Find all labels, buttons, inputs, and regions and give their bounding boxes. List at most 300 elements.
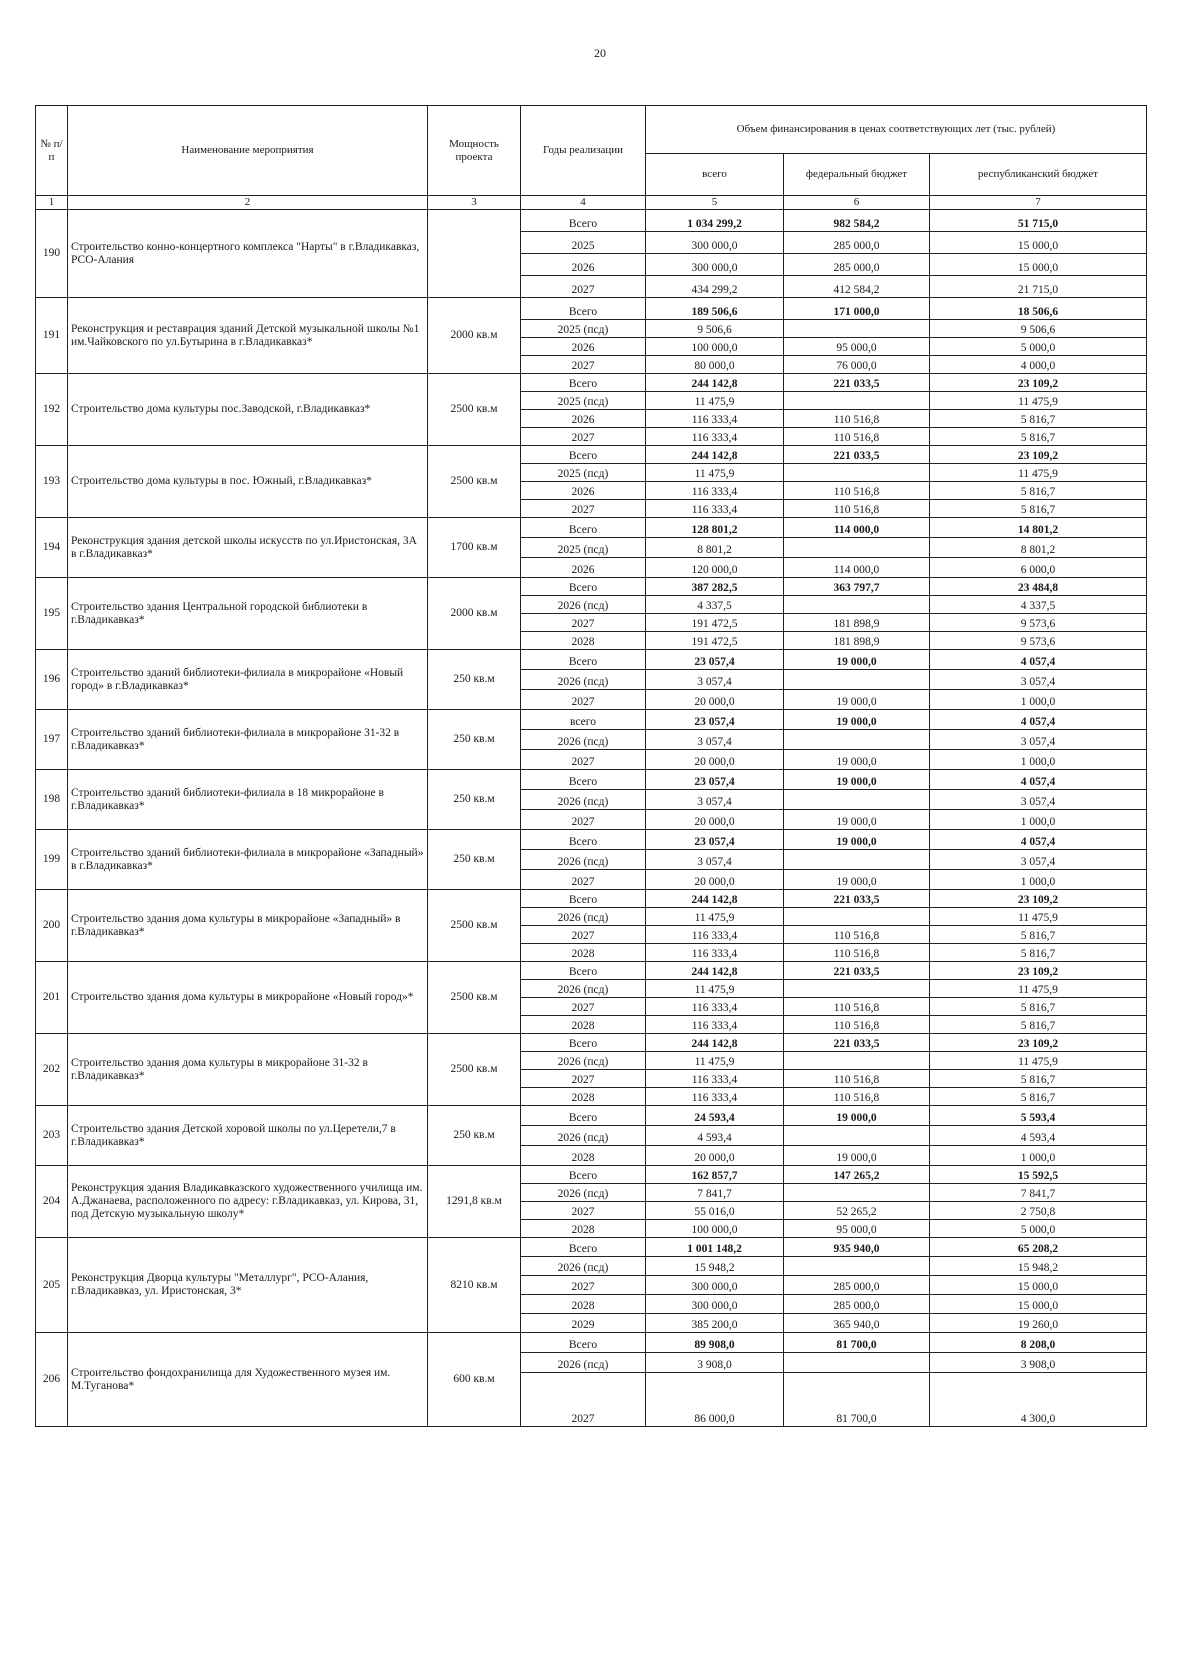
total-cell: 100 000,0 [646, 338, 784, 356]
year-cell: 2028 [521, 1146, 646, 1166]
total-cell: 116 333,4 [646, 926, 784, 944]
table-row-total [36, 1034, 1147, 1052]
project-number: 195 [36, 578, 68, 650]
federal-cell: 19 000,0 [784, 830, 930, 850]
year-cell: 2027 [521, 926, 646, 944]
total-cell: 385 200,0 [646, 1314, 784, 1333]
project-name: Реконструкция здания детской школы искусств по ул.Иристонская, 3А в г.Владикавказ* [68, 518, 428, 578]
year-cell: 2028 [521, 944, 646, 962]
table-row-total [36, 210, 1147, 232]
year-cell: 2026 [521, 410, 646, 428]
federal-cell: 95 000,0 [784, 338, 930, 356]
federal-cell [784, 538, 930, 558]
republic-cell: 9 573,6 [930, 614, 1147, 632]
republic-cell: 15 000,0 [930, 1295, 1147, 1314]
republic-cell: 5 816,7 [930, 410, 1147, 428]
column-number: 4 [521, 196, 646, 210]
column-number: 5 [646, 196, 784, 210]
project-capacity: 250 кв.м [428, 830, 521, 890]
total-cell: 100 000,0 [646, 1220, 784, 1238]
year-cell: Всего [521, 1106, 646, 1126]
year-cell: 2026 (псд) [521, 1257, 646, 1276]
republic-cell: 15 000,0 [930, 254, 1147, 276]
header-capacity: Мощность проекта [428, 106, 521, 196]
federal-cell: 19 000,0 [784, 810, 930, 830]
project-capacity: 8210 кв.м [428, 1238, 521, 1333]
project-number: 200 [36, 890, 68, 962]
year-cell: 2027 [521, 1276, 646, 1295]
total-cell: 11 475,9 [646, 908, 784, 926]
project-name: Строительство конно-концертного комплекса "Нарты" в г.Владикавказ, РСО-Алания [68, 210, 428, 298]
column-numbers-row [36, 196, 1147, 210]
republic-cell: 4 057,4 [930, 830, 1147, 850]
republic-cell: 4 057,4 [930, 650, 1147, 670]
republic-cell: 11 475,9 [930, 1052, 1147, 1070]
table-row-total [36, 830, 1147, 850]
federal-cell [784, 850, 930, 870]
federal-cell [784, 730, 930, 750]
federal-cell: 181 898,9 [784, 632, 930, 650]
project-capacity: 250 кв.м [428, 650, 521, 710]
total-cell: 20 000,0 [646, 750, 784, 770]
year-cell: 2026 (псд) [521, 1052, 646, 1070]
year-cell: 2027 [521, 276, 646, 298]
total-cell: 116 333,4 [646, 482, 784, 500]
republic-cell: 5 816,7 [930, 944, 1147, 962]
year-cell: 2026 (псд) [521, 596, 646, 614]
project-capacity: 1291,8 кв.м [428, 1166, 521, 1238]
federal-cell: 363 797,7 [784, 578, 930, 596]
total-cell: 20 000,0 [646, 810, 784, 830]
total-cell: 244 142,8 [646, 1034, 784, 1052]
year-cell: 2026 (псд) [521, 790, 646, 810]
year-cell: Всего [521, 890, 646, 908]
year-cell: 2025 (псд) [521, 464, 646, 482]
total-cell: 116 333,4 [646, 428, 784, 446]
project-name: Строительство зданий библиотеки-филиала в микрорайоне «Новый город» в г.Владикавказ* [68, 650, 428, 710]
year-cell: 2027 [521, 356, 646, 374]
total-cell: 55 016,0 [646, 1202, 784, 1220]
year-cell: Всего [521, 446, 646, 464]
federal-cell: 171 000,0 [784, 298, 930, 320]
year-cell: Всего [521, 210, 646, 232]
total-cell: 128 801,2 [646, 518, 784, 538]
republic-cell: 3 057,4 [930, 670, 1147, 690]
table-row-total [36, 650, 1147, 670]
federal-cell [784, 596, 930, 614]
federal-cell: 221 033,5 [784, 446, 930, 464]
column-number: 3 [428, 196, 521, 210]
total-cell: 116 333,4 [646, 500, 784, 518]
header-num: № п/п [36, 106, 68, 196]
federal-cell: 365 940,0 [784, 1314, 930, 1333]
project-name: Строительство здания Детской хоровой школы по ул.Церетели,7 в г.Владикавказ* [68, 1106, 428, 1166]
federal-cell: 285 000,0 [784, 232, 930, 254]
republic-cell: 5 000,0 [930, 338, 1147, 356]
republic-cell: 9 573,6 [930, 632, 1147, 650]
year-cell: 2025 [521, 232, 646, 254]
project-capacity: 250 кв.м [428, 770, 521, 830]
total-cell: 116 333,4 [646, 998, 784, 1016]
republic-cell: 5 816,7 [930, 1016, 1147, 1034]
republic-cell: 23 109,2 [930, 1034, 1147, 1052]
year-cell: 2027 [521, 614, 646, 632]
federal-cell [784, 464, 930, 482]
total-cell: 15 948,2 [646, 1257, 784, 1276]
project-number: 206 [36, 1333, 68, 1427]
year-cell: 2026 (псд) [521, 1126, 646, 1146]
republic-cell: 19 260,0 [930, 1314, 1147, 1333]
total-cell: 300 000,0 [646, 232, 784, 254]
republic-cell: 6 000,0 [930, 558, 1147, 578]
year-cell: Всего [521, 650, 646, 670]
project-capacity [428, 210, 521, 298]
year-cell: 2028 [521, 632, 646, 650]
total-cell: 244 142,8 [646, 890, 784, 908]
project-name: Реконструкция Дворца культуры "Металлург", РСО-Алания, г.Владикавказ, ул. Иристонская, 3* [68, 1238, 428, 1333]
table-row-total [36, 1106, 1147, 1126]
project-number: 191 [36, 298, 68, 374]
federal-cell: 221 033,5 [784, 374, 930, 392]
project-name: Строительство здания дома культуры в микрорайоне 31-32 в г.Владикавказ* [68, 1034, 428, 1106]
project-name: Строительство здания дома культуры в микрорайоне «Новый город»* [68, 962, 428, 1034]
federal-cell: 110 516,8 [784, 1070, 930, 1088]
republic-cell: 1 000,0 [930, 1146, 1147, 1166]
column-number: 7 [930, 196, 1147, 210]
project-number: 204 [36, 1166, 68, 1238]
republic-cell: 3 057,4 [930, 850, 1147, 870]
total-cell: 20 000,0 [646, 1146, 784, 1166]
total-cell: 9 506,6 [646, 320, 784, 338]
republic-cell: 5 816,7 [930, 1070, 1147, 1088]
republic-cell: 3 908,0 [930, 1353, 1147, 1373]
total-cell: 3 057,4 [646, 790, 784, 810]
republic-cell: 15 000,0 [930, 1276, 1147, 1295]
year-cell: Всего [521, 1034, 646, 1052]
table-row-total [36, 518, 1147, 538]
year-cell: 2028 [521, 1295, 646, 1314]
year-cell: 2027 [521, 1202, 646, 1220]
project-name: Строительство зданий библиотеки-филиала в микрорайоне 31-32 в г.Владикавказ* [68, 710, 428, 770]
republic-cell: 15 000,0 [930, 232, 1147, 254]
republic-cell: 5 000,0 [930, 1220, 1147, 1238]
year-cell: 2025 (псд) [521, 538, 646, 558]
total-cell: 244 142,8 [646, 374, 784, 392]
project-capacity: 2000 кв.м [428, 298, 521, 374]
total-cell: 3 908,0 [646, 1353, 784, 1373]
republic-cell: 21 715,0 [930, 276, 1147, 298]
project-number: 205 [36, 1238, 68, 1333]
federal-cell: 110 516,8 [784, 998, 930, 1016]
total-cell: 11 475,9 [646, 1052, 784, 1070]
federal-cell: 114 000,0 [784, 558, 930, 578]
republic-cell: 3 057,4 [930, 790, 1147, 810]
project-number: 198 [36, 770, 68, 830]
year-cell: Всего [521, 830, 646, 850]
republic-cell: 23 484,8 [930, 578, 1147, 596]
year-cell: 2026 [521, 482, 646, 500]
year-cell: 2026 (псд) [521, 730, 646, 750]
table-row-total [36, 578, 1147, 596]
total-cell: 116 333,4 [646, 1088, 784, 1106]
federal-cell: 52 265,2 [784, 1202, 930, 1220]
header-years: Годы реализации [521, 106, 646, 196]
federal-cell: 76 000,0 [784, 356, 930, 374]
republic-cell: 5 816,7 [930, 998, 1147, 1016]
project-name: Строительство дома культуры в пос. Южный, г.Владикавказ* [68, 446, 428, 518]
total-cell: 24 593,4 [646, 1106, 784, 1126]
republic-cell: 3 057,4 [930, 730, 1147, 750]
year-cell: 2025 (псд) [521, 320, 646, 338]
republic-cell: 11 475,9 [930, 980, 1147, 998]
republic-cell: 7 841,7 [930, 1184, 1147, 1202]
year-cell: 2029 [521, 1314, 646, 1333]
year-cell: Всего [521, 298, 646, 320]
federal-cell: 147 265,2 [784, 1166, 930, 1184]
table-row-total [36, 374, 1147, 392]
federal-cell [784, 790, 930, 810]
federal-cell: 19 000,0 [784, 870, 930, 890]
federal-cell: 110 516,8 [784, 944, 930, 962]
year-cell: 2026 (псд) [521, 1353, 646, 1373]
project-number: 201 [36, 962, 68, 1034]
total-cell: 116 333,4 [646, 1016, 784, 1034]
table-row-total [36, 1238, 1147, 1257]
header-federal: федеральный бюджет [784, 154, 930, 196]
republic-cell: 8 801,2 [930, 538, 1147, 558]
federal-cell: 95 000,0 [784, 1220, 930, 1238]
federal-cell [784, 1257, 930, 1276]
year-cell: 2028 [521, 1016, 646, 1034]
project-capacity: 2500 кв.м [428, 374, 521, 446]
project-number: 194 [36, 518, 68, 578]
republic-cell: 5 816,7 [930, 926, 1147, 944]
project-number: 190 [36, 210, 68, 298]
total-cell: 20 000,0 [646, 690, 784, 710]
federal-cell: 19 000,0 [784, 770, 930, 790]
project-capacity: 250 кв.м [428, 710, 521, 770]
federal-cell: 114 000,0 [784, 518, 930, 538]
year-cell: Всего [521, 1238, 646, 1257]
republic-cell: 14 801,2 [930, 518, 1147, 538]
republic-cell: 4 057,4 [930, 770, 1147, 790]
page-number: 20 [594, 46, 606, 60]
total-cell: 4 593,4 [646, 1126, 784, 1146]
year-cell: 2026 (псд) [521, 980, 646, 998]
table-row-total [36, 890, 1147, 908]
republic-cell: 5 816,7 [930, 500, 1147, 518]
table-row-total [36, 710, 1147, 730]
total-cell: 8 801,2 [646, 538, 784, 558]
total-cell: 3 057,4 [646, 670, 784, 690]
republic-cell: 18 506,6 [930, 298, 1147, 320]
project-number: 203 [36, 1106, 68, 1166]
republic-cell: 9 506,6 [930, 320, 1147, 338]
republic-cell: 65 208,2 [930, 1238, 1147, 1257]
table-row-total [36, 298, 1147, 320]
total-cell: 7 841,7 [646, 1184, 784, 1202]
republic-cell: 23 109,2 [930, 374, 1147, 392]
total-cell: 116 333,4 [646, 410, 784, 428]
header-total: всего [646, 154, 784, 196]
project-number: 199 [36, 830, 68, 890]
total-cell: 244 142,8 [646, 962, 784, 980]
republic-cell: 11 475,9 [930, 464, 1147, 482]
republic-cell: 5 593,4 [930, 1106, 1147, 1126]
total-cell: 20 000,0 [646, 870, 784, 890]
project-name: Реконструкция здания Владикавказского художественного училища им. А.Джанаева, расположенного по адресу: г.Владикавказ, ул. Кирова, 31, под Детскую музыкальную школу* [68, 1166, 428, 1238]
year-cell: 2027 [521, 1373, 646, 1427]
total-cell: 11 475,9 [646, 464, 784, 482]
column-number: 2 [68, 196, 428, 210]
federal-cell: 19 000,0 [784, 710, 930, 730]
header-republic: республиканский бюджет [930, 154, 1147, 196]
federal-cell: 412 584,2 [784, 276, 930, 298]
total-cell: 3 057,4 [646, 730, 784, 750]
total-cell: 120 000,0 [646, 558, 784, 578]
column-number: 6 [784, 196, 930, 210]
year-cell: 2028 [521, 1088, 646, 1106]
republic-cell: 23 109,2 [930, 446, 1147, 464]
project-name: Строительство зданий библиотеки-филиала в микрорайоне «Западный» в г.Владикавказ* [68, 830, 428, 890]
republic-cell: 4 593,4 [930, 1126, 1147, 1146]
year-cell: 2026 (псд) [521, 670, 646, 690]
project-number: 192 [36, 374, 68, 446]
year-cell: 2026 (псд) [521, 908, 646, 926]
republic-cell: 5 816,7 [930, 482, 1147, 500]
total-cell: 89 908,0 [646, 1333, 784, 1353]
project-number: 197 [36, 710, 68, 770]
year-cell: Всего [521, 578, 646, 596]
total-cell: 3 057,4 [646, 850, 784, 870]
year-cell: Всего [521, 962, 646, 980]
project-number: 202 [36, 1034, 68, 1106]
total-cell: 300 000,0 [646, 1295, 784, 1314]
republic-cell: 1 000,0 [930, 870, 1147, 890]
republic-cell: 15 592,5 [930, 1166, 1147, 1184]
total-cell: 116 333,4 [646, 944, 784, 962]
republic-cell: 1 000,0 [930, 690, 1147, 710]
federal-cell: 285 000,0 [784, 1276, 930, 1295]
header-financing: Объем финансирования в ценах соответствующих лет (тыс. рублей) [646, 106, 1147, 154]
total-cell: 1 034 299,2 [646, 210, 784, 232]
federal-cell [784, 392, 930, 410]
project-name: Строительство здания дома культуры в микрорайоне «Западный» в г.Владикавказ* [68, 890, 428, 962]
total-cell: 300 000,0 [646, 254, 784, 276]
federal-cell: 110 516,8 [784, 410, 930, 428]
republic-cell: 5 816,7 [930, 1088, 1147, 1106]
total-cell: 191 472,5 [646, 632, 784, 650]
republic-cell: 1 000,0 [930, 810, 1147, 830]
federal-cell: 110 516,8 [784, 926, 930, 944]
project-name: Строительство здания Центральной городской библиотеки в г.Владикавказ* [68, 578, 428, 650]
federal-cell: 110 516,8 [784, 500, 930, 518]
republic-cell: 5 816,7 [930, 428, 1147, 446]
project-capacity: 2000 кв.м [428, 578, 521, 650]
header-name: Наименование мероприятия [68, 106, 428, 196]
table-row-total [36, 1166, 1147, 1184]
year-cell: 2026 (псд) [521, 850, 646, 870]
republic-cell: 1 000,0 [930, 750, 1147, 770]
federal-cell: 285 000,0 [784, 254, 930, 276]
republic-cell: 4 057,4 [930, 710, 1147, 730]
total-cell: 387 282,5 [646, 578, 784, 596]
project-capacity: 2500 кв.м [428, 962, 521, 1034]
year-cell: 2027 [521, 750, 646, 770]
project-name: Реконструкция и реставрация зданий Детской музыкальной школы №1 им.Чайковского по ул.Бутырина в г.Владикавказ* [68, 298, 428, 374]
federal-cell [784, 1184, 930, 1202]
total-cell: 11 475,9 [646, 392, 784, 410]
federal-cell: 19 000,0 [784, 650, 930, 670]
year-cell: 2027 [521, 810, 646, 830]
year-cell: Всего [521, 374, 646, 392]
republic-cell: 23 109,2 [930, 962, 1147, 980]
year-cell: Всего [521, 1166, 646, 1184]
table-row-total [36, 962, 1147, 980]
total-cell: 80 000,0 [646, 356, 784, 374]
year-cell: 2026 [521, 338, 646, 356]
total-cell: 86 000,0 [646, 1373, 784, 1427]
total-cell: 4 337,5 [646, 596, 784, 614]
federal-cell [784, 670, 930, 690]
total-cell: 23 057,4 [646, 770, 784, 790]
federal-cell: 982 584,2 [784, 210, 930, 232]
project-capacity: 250 кв.м [428, 1106, 521, 1166]
year-cell: 2027 [521, 998, 646, 1016]
republic-cell: 4 337,5 [930, 596, 1147, 614]
federal-cell: 19 000,0 [784, 750, 930, 770]
year-cell: 2026 [521, 254, 646, 276]
project-capacity: 1700 кв.м [428, 518, 521, 578]
federal-cell: 110 516,8 [784, 1088, 930, 1106]
column-number: 1 [36, 196, 68, 210]
year-cell: Всего [521, 770, 646, 790]
year-cell: 2026 (псд) [521, 1184, 646, 1202]
year-cell: 2027 [521, 690, 646, 710]
republic-cell: 4 300,0 [930, 1373, 1147, 1427]
federal-cell: 935 940,0 [784, 1238, 930, 1257]
total-cell: 434 299,2 [646, 276, 784, 298]
federal-cell [784, 1126, 930, 1146]
project-capacity: 2500 кв.м [428, 890, 521, 962]
total-cell: 116 333,4 [646, 1070, 784, 1088]
project-name: Строительство дома культуры пос.Заводской, г.Владикавказ* [68, 374, 428, 446]
total-cell: 23 057,4 [646, 710, 784, 730]
table-body [36, 196, 1147, 1427]
federal-cell: 221 033,5 [784, 890, 930, 908]
year-cell: Всего [521, 1333, 646, 1353]
year-cell: 2025 (псд) [521, 392, 646, 410]
total-cell: 300 000,0 [646, 1276, 784, 1295]
year-cell: всего [521, 710, 646, 730]
republic-cell: 11 475,9 [930, 908, 1147, 926]
federal-cell: 19 000,0 [784, 690, 930, 710]
project-number: 193 [36, 446, 68, 518]
table-row-total [36, 1333, 1147, 1353]
republic-cell: 23 109,2 [930, 890, 1147, 908]
total-cell: 162 857,7 [646, 1166, 784, 1184]
federal-cell: 285 000,0 [784, 1295, 930, 1314]
year-cell: 2027 [521, 870, 646, 890]
federal-cell: 81 700,0 [784, 1373, 930, 1427]
federal-cell: 19 000,0 [784, 1146, 930, 1166]
federal-cell: 221 033,5 [784, 1034, 930, 1052]
project-name: Строительство зданий библиотеки-филиала в 18 микрорайоне в г.Владикавказ* [68, 770, 428, 830]
year-cell: 2027 [521, 428, 646, 446]
federal-cell: 81 700,0 [784, 1333, 930, 1353]
table-row-total [36, 446, 1147, 464]
federal-cell [784, 908, 930, 926]
